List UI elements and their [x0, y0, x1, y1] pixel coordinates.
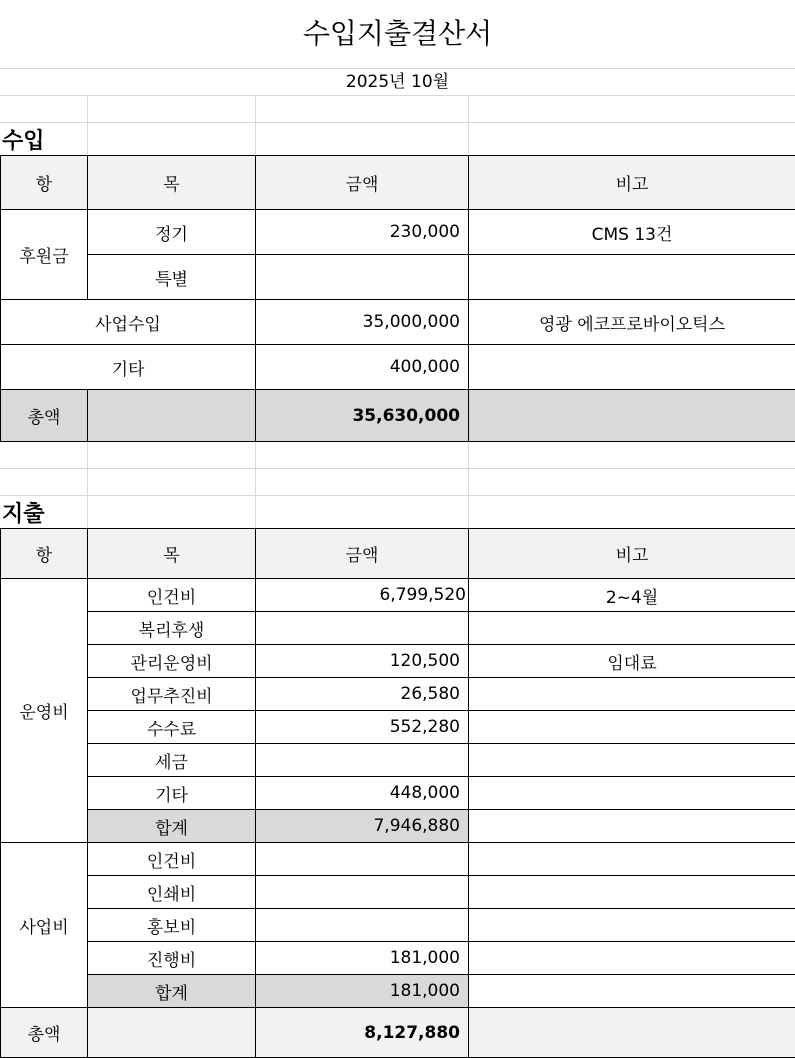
table-row [1, 210, 795, 255]
header-hang: 항 [1, 156, 88, 210]
header-amount: 금액 [256, 156, 469, 210]
project-subtotal-row [1, 975, 795, 1008]
row-label: 기타 [88, 777, 256, 810]
expense-header-row [1, 529, 795, 579]
row-amount: 181,000 [256, 942, 469, 975]
gridline [255, 442, 256, 528]
row-label: 홍보비 [88, 909, 256, 942]
income-total-row [1, 390, 795, 442]
income-total-empty [88, 390, 256, 442]
gridline [0, 68, 795, 69]
expense-total-note [469, 1008, 795, 1058]
row-amount: 6,799,520 [256, 579, 469, 612]
row-note [469, 777, 795, 810]
table-row [1, 909, 795, 942]
table-row [1, 612, 795, 645]
regular-amount: 230,000 [256, 210, 469, 255]
table-row [1, 744, 795, 777]
special-label: 특별 [88, 255, 256, 300]
special-amount [256, 255, 469, 300]
business-income-label: 사업수입 [1, 300, 256, 345]
row-note [469, 711, 795, 744]
table-row [1, 300, 795, 345]
regular-note: CMS 13건 [469, 210, 795, 255]
row-note [469, 843, 795, 876]
table-row [1, 777, 795, 810]
row-label: 인건비 [88, 843, 256, 876]
gridline [0, 468, 795, 469]
operating-subtotal-amount: 7,946,880 [256, 810, 469, 843]
project-subtotal-amount: 181,000 [256, 975, 469, 1008]
gridline [468, 95, 469, 155]
row-note: 2~4월 [469, 579, 795, 612]
project-subtotal-note [469, 975, 795, 1008]
row-amount: 448,000 [256, 777, 469, 810]
expense-section-title: 지출 [2, 502, 45, 527]
row-label: 인건비 [88, 579, 256, 612]
business-income-note: 영광 에코프로바이오틱스 [469, 300, 795, 345]
other-income-label: 기타 [1, 345, 256, 390]
row-note [469, 876, 795, 909]
gridline [468, 442, 469, 528]
period-label: 2025년 10월 [345, 72, 450, 92]
row-label: 관리운영비 [88, 645, 256, 678]
table-row [1, 942, 795, 975]
header-mok: 목 [88, 529, 256, 579]
row-note [469, 942, 795, 975]
row-note [469, 678, 795, 711]
row-label: 수수료 [88, 711, 256, 744]
row-note: 임대료 [469, 645, 795, 678]
row-amount [256, 744, 469, 777]
row-note [469, 909, 795, 942]
income-total-label: 총액 [1, 390, 88, 442]
income-header-row [1, 156, 795, 210]
row-label: 복리후생 [88, 612, 256, 645]
header-note: 비고 [469, 529, 795, 579]
header-note: 비고 [469, 156, 795, 210]
table-row [1, 345, 795, 390]
gridline [0, 95, 795, 96]
expense-total-row [1, 1008, 795, 1058]
table-row [1, 579, 795, 612]
other-income-amount: 400,000 [256, 345, 469, 390]
expense-total-amount: 8,127,880 [256, 1008, 469, 1058]
table-row [1, 876, 795, 909]
row-note [469, 744, 795, 777]
table-row [1, 711, 795, 744]
gridline [0, 122, 795, 123]
row-label: 인쇄비 [88, 876, 256, 909]
row-note [469, 612, 795, 645]
donation-label: 후원금 [1, 210, 88, 300]
income-total-amount: 35,630,000 [256, 390, 469, 442]
gridline [87, 95, 88, 155]
income-table [0, 155, 795, 442]
income-total-note [469, 390, 795, 442]
gridline [87, 442, 88, 528]
operating-subtotal-note [469, 810, 795, 843]
gridline [255, 95, 256, 155]
table-row [1, 678, 795, 711]
operating-subtotal-label: 합계 [88, 810, 256, 843]
regular-label: 정기 [88, 210, 256, 255]
header-hang: 항 [1, 529, 88, 579]
row-amount [256, 612, 469, 645]
header-mok: 목 [88, 156, 256, 210]
project-label: 사업비 [1, 843, 88, 1008]
row-amount: 120,500 [256, 645, 469, 678]
business-income-amount: 35,000,000 [256, 300, 469, 345]
expense-total-label: 총액 [1, 1008, 88, 1058]
row-label: 업무추진비 [88, 678, 256, 711]
header-amount: 금액 [256, 529, 469, 579]
row-amount [256, 909, 469, 942]
expense-table [0, 528, 795, 1058]
document-title: 수입지출결산서 [302, 17, 493, 50]
table-row [1, 255, 795, 300]
table-row [1, 645, 795, 678]
project-subtotal-label: 합계 [88, 975, 256, 1008]
gridline [0, 495, 795, 496]
other-income-note [469, 345, 795, 390]
row-label: 진행비 [88, 942, 256, 975]
expense-total-empty [88, 1008, 256, 1058]
row-amount: 26,580 [256, 678, 469, 711]
special-note [469, 255, 795, 300]
row-amount: 552,280 [256, 711, 469, 744]
operating-label: 운영비 [1, 579, 88, 843]
row-amount [256, 876, 469, 909]
table-row [1, 843, 795, 876]
income-section-title: 수입 [2, 129, 45, 154]
row-label: 세금 [88, 744, 256, 777]
operating-subtotal-row [1, 810, 795, 843]
row-amount [256, 843, 469, 876]
